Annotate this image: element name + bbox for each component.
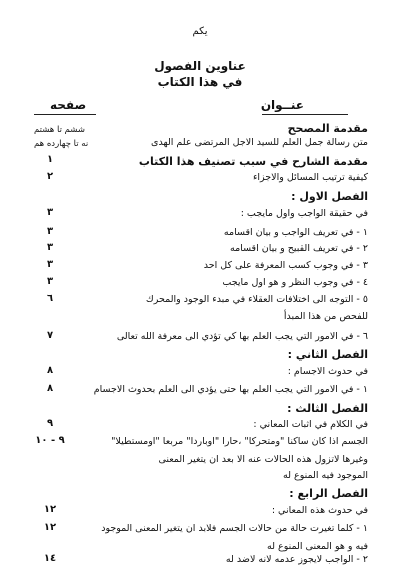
page-title: عناوين الفصول bbox=[154, 59, 246, 73]
toc-entry-page: ٧ bbox=[46, 330, 54, 341]
toc-entry-title: متن رسالة جمل العلم للسيد الاجل المرتضى علم الهدى bbox=[151, 137, 368, 148]
toc-entry-page: ٣ bbox=[46, 226, 54, 237]
toc-entry-page: ٨ bbox=[46, 383, 54, 394]
toc-entry-title: الجسم اذا كان ساكنا "ومتحركا" ،حارا "اوباردا" مربعا "اومستطيلا" bbox=[111, 436, 368, 447]
toc-entry-title: ١ - كلما تغيرت حالة من حالات الجسم فلابد ان يتغير المعنى الموجود bbox=[101, 523, 368, 534]
toc-entry-page: ٩ - ١٠ bbox=[35, 435, 65, 446]
toc-entry-page: ٣ bbox=[46, 259, 54, 270]
toc-entry-title: في الكلام في اثبات المعاني : bbox=[253, 419, 368, 430]
column-header-page: صفحه bbox=[50, 98, 87, 112]
toc-entry-title: كيفية ترتيب المسائل والاجزاء bbox=[252, 172, 368, 183]
toc-entry-title: الفصل الثاني : bbox=[287, 348, 368, 361]
toc-entry-page: ٣ bbox=[46, 276, 54, 287]
toc-entry-title: الفصل الرابع : bbox=[289, 487, 368, 500]
toc-entry-page: ١٢ bbox=[43, 522, 57, 533]
toc-entry-page: ٣ bbox=[46, 242, 54, 253]
header-underline-page bbox=[34, 114, 96, 115]
toc-entry-title: في حقيقة الواجب واول مايجب : bbox=[240, 208, 368, 219]
toc-entry-page: ٦ bbox=[46, 293, 54, 304]
side-note: ششم تا هشتم bbox=[34, 125, 86, 135]
column-header-title: عنــوان bbox=[260, 98, 304, 112]
toc-entry-page: ٣ bbox=[46, 207, 54, 218]
toc-entry-title: ٢ - الواجب لايجوز عدمه لانه لاضد له bbox=[225, 554, 368, 565]
toc-entry-title: ١ - في تعريف الواجب و بيان اقسامه bbox=[223, 227, 368, 238]
toc-entry-title: الموجود فيه المنوع له bbox=[283, 470, 368, 481]
toc-entry-title: وغيرها لاتزول هذه الحالات عنه الا بعد ان يتغير المعنى bbox=[158, 454, 368, 465]
toc-entry-title: ٦ - في الامور التي يجب العلم بها كي تؤدي الى معرفة الله تعالى bbox=[116, 331, 368, 342]
toc-entry-title: ٤ - في وجوب النظر و هو اول مايجب bbox=[222, 277, 368, 288]
toc-entry-page: ١٤ bbox=[43, 553, 57, 564]
toc-entry-title: في حدوث الاجسام : bbox=[287, 366, 368, 377]
toc-entry-page: ٨ bbox=[46, 365, 54, 376]
toc-entry-title: في حدوث هذه المعاني : bbox=[271, 505, 368, 516]
toc-entry-page: ٩ bbox=[46, 418, 54, 429]
toc-entry-title: فيه و هو المعنى المنوع له bbox=[267, 541, 368, 552]
toc-entry-title: مقدمة المصحح bbox=[287, 122, 368, 135]
toc-entry-page: ٢ bbox=[46, 171, 54, 182]
side-note: نه تا چهارده هم bbox=[34, 139, 89, 149]
page-subtitle: في هذا الكتاب bbox=[157, 75, 243, 89]
toc-entry-title: الفصل الاول : bbox=[291, 190, 368, 203]
toc-entry-title: ١ - في الامور التي يجب العلم بها حتى يؤدي الى العلم بحدوث الاجسام bbox=[93, 384, 368, 395]
toc-entry-title: الفصل الثالث : bbox=[287, 402, 368, 415]
toc-entry-page: ١ bbox=[46, 154, 54, 165]
toc-entry-title: للفحص من هذا المبدأ bbox=[283, 311, 368, 322]
header-underline-title bbox=[262, 114, 348, 115]
toc-entry-title: ٥ - التوجه الى اختلافات العقلاء في مبدء الوجود والمحرك bbox=[145, 294, 368, 305]
page-number: يكم bbox=[192, 26, 208, 37]
toc-entry-page: ١٢ bbox=[43, 504, 57, 515]
toc-entry-title: ٢ - في تعريف القبيح و بيان اقسامه bbox=[230, 243, 368, 254]
toc-entry-title: ٣ - في وجوب كسب المعرفة على كل احد bbox=[203, 260, 368, 271]
toc-entry-title: مقدمة الشارح في سبب تصنيف هذا الكتاب bbox=[138, 155, 368, 168]
